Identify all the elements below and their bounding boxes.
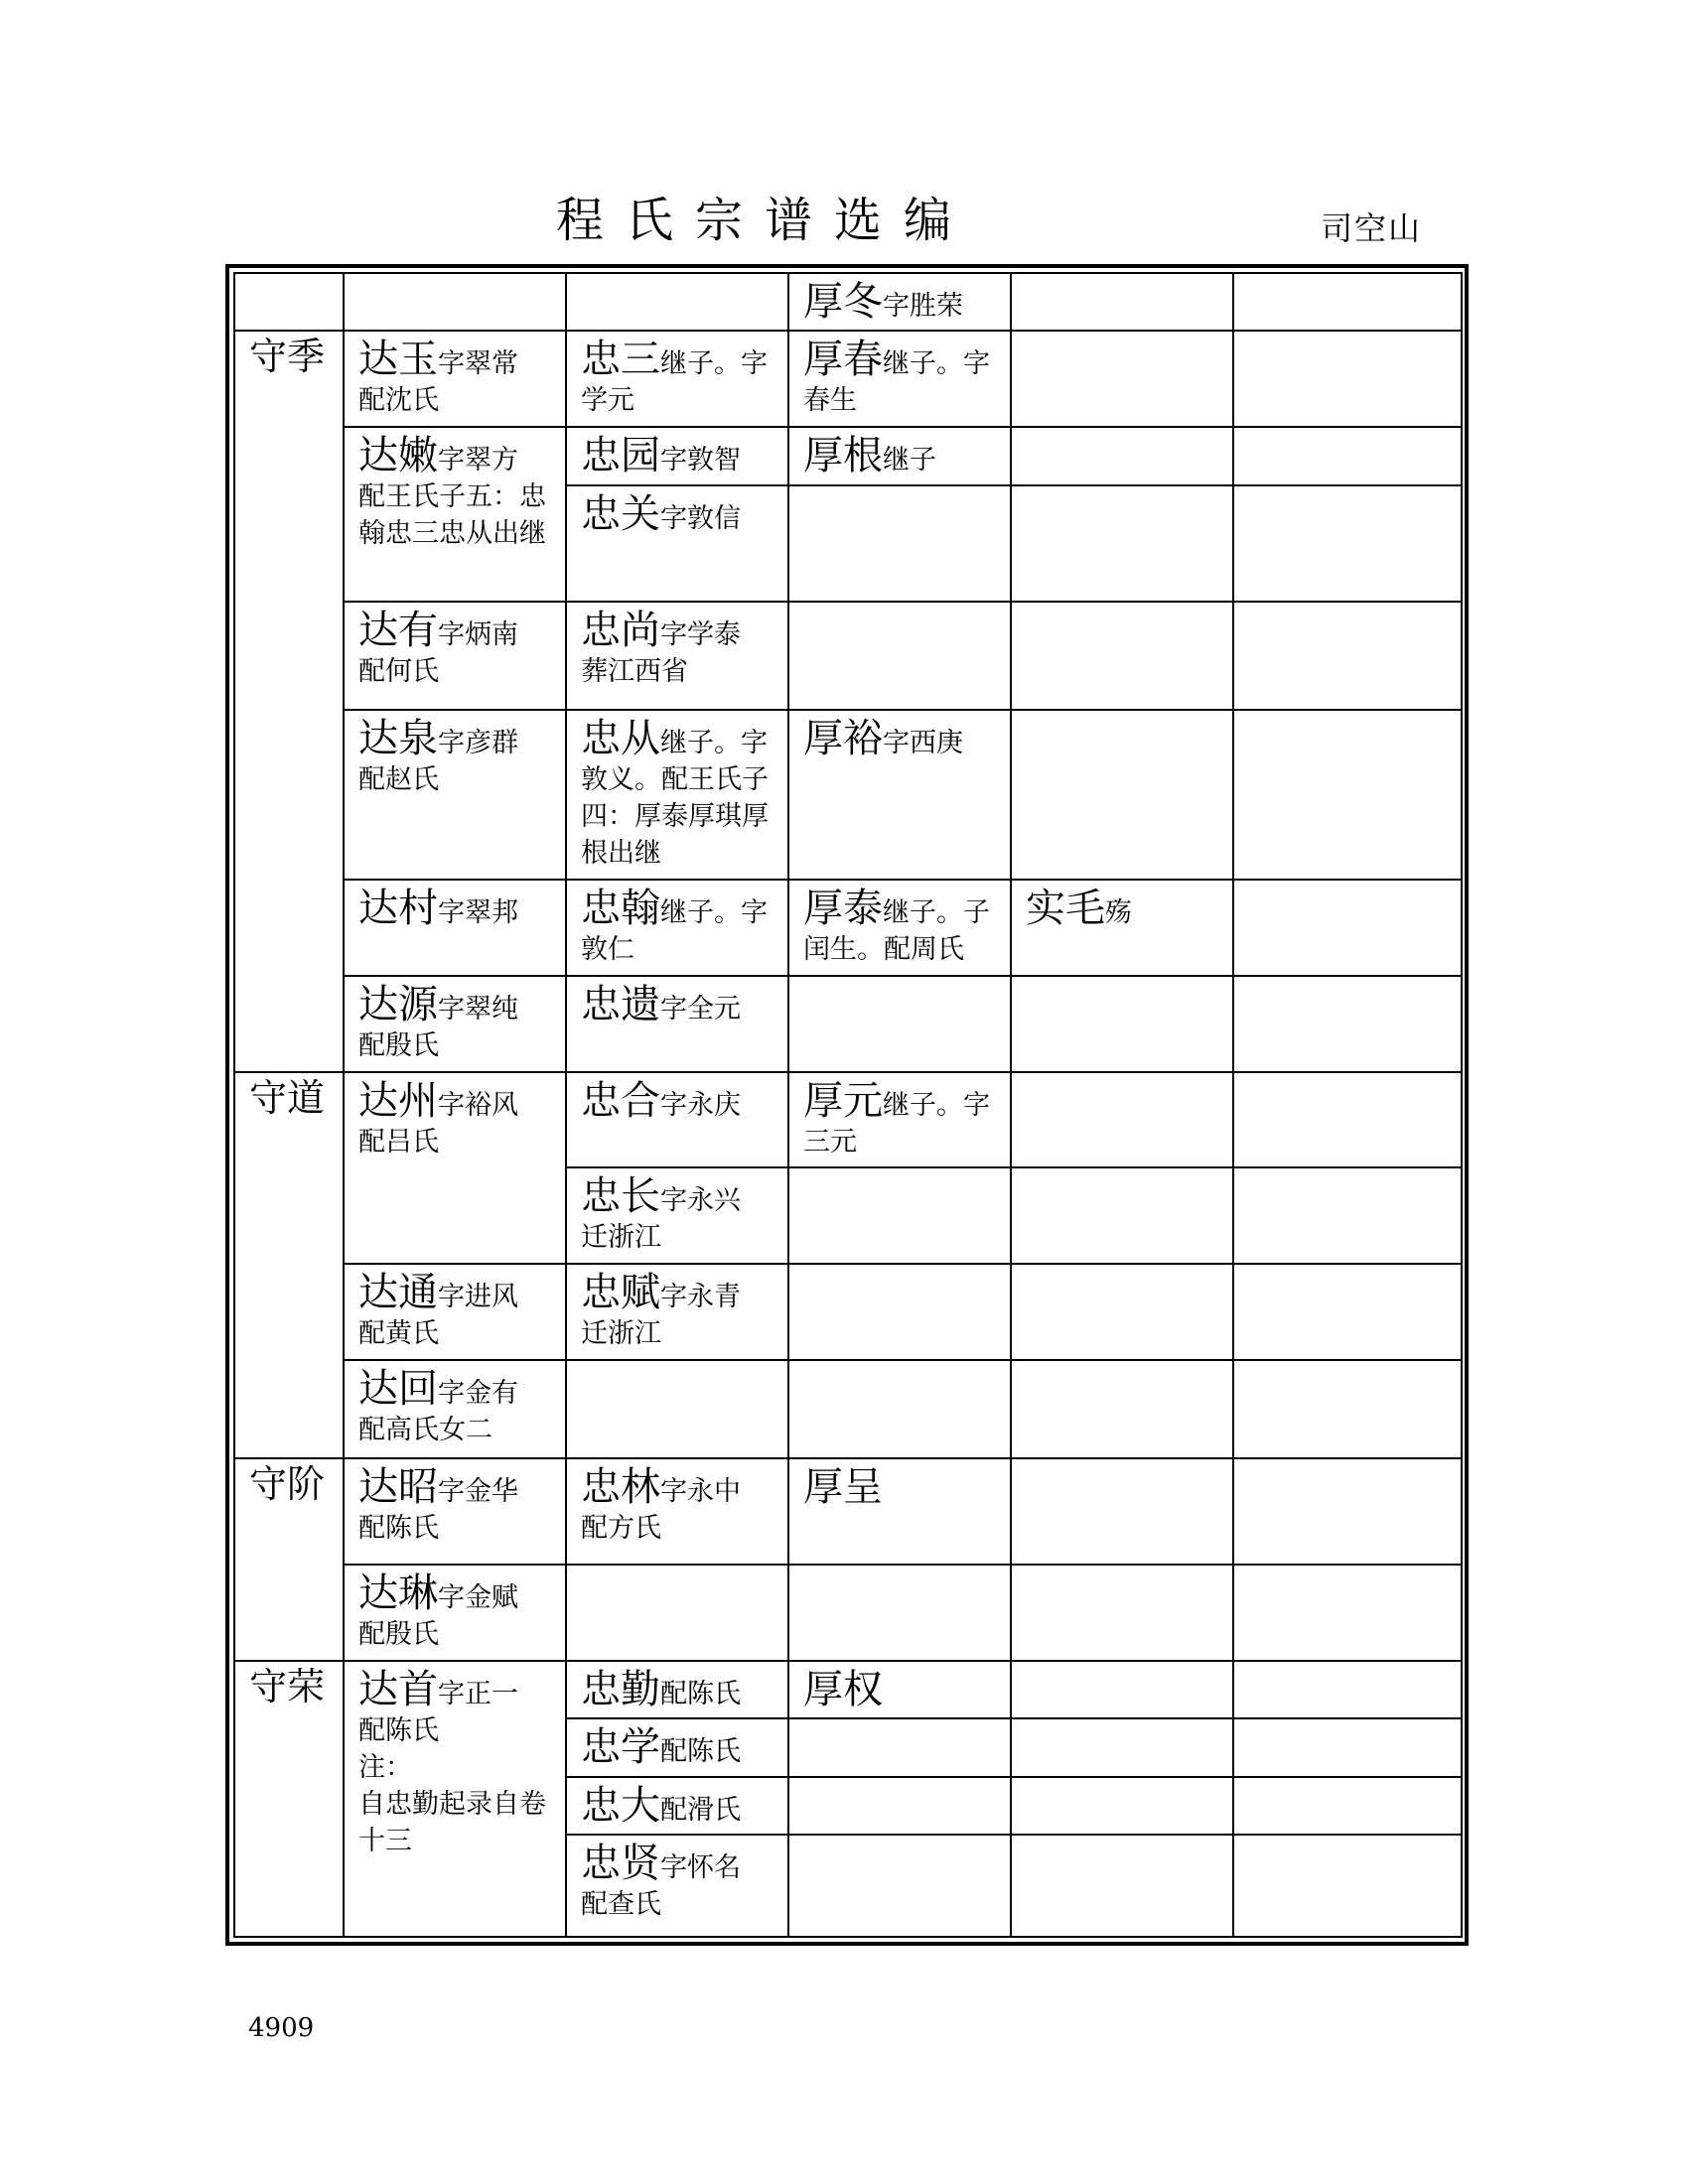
person-detail: 配殷氏: [358, 1618, 439, 1650]
person-name: 达玉: [358, 337, 438, 383]
person-cell: [788, 1072, 1011, 1168]
cell: [1233, 1264, 1462, 1360]
person-cell: [344, 427, 566, 601]
person-note: 字正一: [438, 1678, 518, 1709]
cell: [788, 1565, 1011, 1661]
person-cell: [344, 1360, 566, 1458]
cell: [1011, 1777, 1233, 1835]
person-cell: [788, 331, 1011, 427]
note-text: 自忠勤起录自卷十三: [358, 1788, 546, 1856]
table-row: [234, 710, 1462, 880]
cell: [1011, 1718, 1233, 1776]
person-detail: 配赵氏: [358, 763, 439, 795]
person-cell: [566, 485, 788, 602]
person-note: 字翠纯: [438, 993, 518, 1024]
cell: [1011, 485, 1233, 602]
person-cell: [566, 1835, 788, 1937]
person-name: 厚根: [803, 433, 883, 479]
person-name: 达州: [358, 1077, 438, 1124]
person-note: 字全元: [660, 993, 741, 1024]
person-cell: [566, 331, 788, 427]
table-row: [234, 1264, 1462, 1360]
person-name: 忠园: [581, 433, 660, 479]
cell: [566, 1360, 788, 1458]
person-name: 忠林: [581, 1463, 660, 1510]
person-cell: [788, 710, 1011, 880]
person-name: 忠翰: [581, 886, 660, 932]
generation-cell: 守道: [234, 1072, 344, 1458]
person-note: 字翠方: [438, 445, 518, 477]
person-detail: 配殷氏: [358, 1029, 439, 1061]
person-name: 忠学: [581, 1724, 660, 1771]
person-note: 字进风: [438, 1282, 518, 1313]
person-name: 忠勤: [581, 1666, 660, 1712]
person-note: 字永庆: [660, 1089, 741, 1121]
person-name: 厚春: [803, 337, 883, 383]
person-name: 达通: [358, 1270, 438, 1316]
person-detail: 迁浙江: [581, 1318, 661, 1350]
page-subtitle: 司空山: [1321, 209, 1423, 247]
person-name: 忠遗: [581, 981, 660, 1027]
cell: [1011, 1167, 1233, 1264]
cell: [788, 1360, 1011, 1458]
person-detail: 配高氏女二: [358, 1415, 492, 1446]
person-name: 达昭: [358, 1463, 438, 1510]
person-cell: [344, 1458, 566, 1565]
cell: [1011, 1458, 1233, 1565]
cell: [788, 976, 1011, 1072]
person-name: 忠关: [581, 490, 660, 537]
person-cell: [566, 1072, 788, 1168]
cell: [1233, 1835, 1462, 1937]
generation-cell: 守阶: [234, 1458, 344, 1661]
cell: [1233, 1360, 1462, 1458]
table-row: [234, 1360, 1462, 1458]
person-note: 字永兴: [660, 1185, 741, 1217]
person-note: 字敦智: [660, 445, 741, 477]
person-name: 厚呈: [803, 1463, 883, 1510]
person-note: 字翠邦: [438, 897, 518, 929]
cell: [566, 273, 788, 331]
cell: [1011, 427, 1233, 484]
person-name: 达嫩: [358, 433, 438, 479]
cell: [1233, 485, 1462, 602]
person-note: 配滑氏: [660, 1794, 741, 1826]
person-name: 厚冬: [803, 279, 883, 325]
person-note: 继子。字: [660, 348, 768, 380]
person-detail: 闰生。配周氏: [803, 934, 964, 966]
table-row: [234, 427, 1462, 484]
cell: [1011, 331, 1233, 427]
cell: [344, 273, 566, 331]
cell: [1233, 1661, 1462, 1718]
person-cell: [344, 880, 566, 976]
person-name: 达泉: [358, 715, 438, 761]
person-note: 继子: [883, 445, 936, 477]
person-cell: [566, 710, 788, 880]
cell: [788, 1167, 1011, 1264]
person-cell: [788, 1661, 1011, 1718]
person-cell: [788, 1458, 1011, 1565]
person-detail: 葬江西省: [581, 655, 688, 687]
person-detail: 配王氏子五：忠翰忠三忠从出继: [358, 481, 546, 550]
person-name: 厚元: [803, 1077, 883, 1124]
person-cell: [566, 602, 788, 710]
person-cell: [344, 1565, 566, 1661]
page-title: 程氏宗谱选编: [556, 193, 974, 248]
cell: [1011, 976, 1233, 1072]
person-cell: [788, 273, 1011, 331]
cell: [1233, 273, 1462, 331]
person-note: 字翠常: [438, 348, 518, 380]
cell: [1233, 1072, 1462, 1168]
table-row: [234, 331, 1462, 427]
person-note: 字金有: [438, 1378, 518, 1410]
person-name: 忠三: [581, 337, 660, 383]
cell: [788, 1264, 1011, 1360]
person-note: 继子。字: [660, 897, 768, 929]
generation-cell: 守荣: [234, 1661, 344, 1937]
person-note: 配陈氏: [660, 1678, 741, 1709]
person-note: 字学泰: [660, 618, 741, 650]
person-cell: [566, 976, 788, 1072]
table-row: [234, 1661, 1462, 1718]
generation-cell: [234, 273, 344, 331]
cell: [1011, 602, 1233, 710]
cell: [1233, 1718, 1462, 1776]
table-row: [234, 273, 1462, 331]
person-name: 忠大: [581, 1782, 660, 1829]
person-note: 字敦信: [660, 502, 741, 534]
person-name: 厚权: [803, 1666, 883, 1712]
person-name: 忠贤: [581, 1841, 660, 1886]
person-detail: 敦义。配王氏子四：厚泰厚琪厚根出继: [581, 763, 769, 869]
person-note: 继子。字: [883, 1089, 990, 1121]
person-cell: [344, 1072, 566, 1265]
person-note: 字永青: [660, 1282, 741, 1313]
person-cell: [566, 1264, 788, 1360]
cell: [1233, 427, 1462, 484]
person-detail: 配吕氏: [358, 1126, 439, 1158]
person-cell: [566, 880, 788, 976]
cell: [1233, 880, 1462, 976]
cell: [1011, 273, 1233, 331]
cell: [1011, 710, 1233, 880]
person-cell: [344, 331, 566, 427]
person-note: 字炳南: [438, 618, 518, 650]
cell: [1011, 1835, 1233, 1937]
table-row: [234, 1458, 1462, 1565]
person-name: 忠合: [581, 1077, 660, 1124]
person-cell: [344, 602, 566, 710]
cell: [1233, 331, 1462, 427]
cell: [1233, 710, 1462, 880]
person-detail: 迁浙江: [581, 1222, 661, 1254]
person-note: 字西庚: [883, 727, 963, 758]
person-note: 字永中: [660, 1475, 741, 1507]
person-name: 达村: [358, 886, 438, 932]
cell: [1011, 1565, 1233, 1661]
person-name: 忠赋: [581, 1270, 660, 1316]
person-note: 殇: [1105, 897, 1132, 929]
person-detail: 配何氏: [358, 655, 439, 687]
generation-cell: 守季: [234, 331, 344, 1071]
person-cell: [788, 880, 1011, 976]
cell: [1233, 602, 1462, 710]
genealogy-table: [233, 272, 1463, 1938]
person-name: 忠长: [581, 1173, 660, 1220]
cell: [566, 1565, 788, 1661]
person-note: 继子。子: [883, 897, 990, 929]
person-note: 继子。字: [883, 348, 990, 380]
person-detail: 敦仁: [581, 934, 634, 966]
page-number: 4909: [248, 2013, 315, 2043]
cell: [788, 1718, 1011, 1776]
person-detail: 配沈氏: [358, 385, 439, 417]
cell: [1233, 976, 1462, 1072]
person-cell: [566, 1777, 788, 1835]
person-cell: [344, 1661, 566, 1937]
person-cell: [344, 976, 566, 1072]
table-row: [234, 1072, 1462, 1168]
person-detail: 三元: [803, 1126, 857, 1158]
person-note: 字裕风: [438, 1089, 518, 1121]
person-name: 达首: [358, 1666, 438, 1712]
person-note: 继子。字: [660, 727, 768, 758]
person-cell: [566, 427, 788, 484]
person-detail: 配查氏: [581, 1889, 661, 1920]
cell: [1233, 1777, 1462, 1835]
person-detail: 学元: [581, 385, 634, 417]
cell: [788, 485, 1011, 602]
cell: [1233, 1565, 1462, 1661]
person-cell: [566, 1661, 788, 1718]
table-row: [234, 1565, 1462, 1661]
person-detail: 配陈氏: [358, 1714, 439, 1746]
person-note: 字彦群: [438, 727, 518, 758]
table-row: [234, 602, 1462, 710]
person-name: 达琳: [358, 1570, 438, 1616]
person-note: 字胜荣: [883, 291, 963, 322]
cell: [1011, 1661, 1233, 1718]
person-detail: 配黄氏: [358, 1318, 439, 1350]
person-note: 字金赋: [438, 1581, 518, 1613]
person-name: 达回: [358, 1366, 438, 1413]
person-cell: [566, 1458, 788, 1565]
person-name: 厚泰: [803, 886, 883, 932]
table-row: [234, 976, 1462, 1072]
person-name: 厚裕: [803, 715, 883, 761]
person-cell: [344, 710, 566, 880]
person-cell: [566, 1718, 788, 1776]
person-name: 达源: [358, 981, 438, 1027]
person-name: 达有: [358, 607, 438, 653]
note-label: 注：: [358, 1751, 412, 1783]
table-row: [234, 880, 1462, 976]
cell: [788, 1777, 1011, 1835]
person-name: 实毛: [1026, 886, 1105, 932]
person-cell: [566, 1167, 788, 1264]
person-cell: [1011, 880, 1233, 976]
cell: [1011, 1264, 1233, 1360]
person-note: 配陈氏: [660, 1736, 741, 1768]
cell: [1011, 1360, 1233, 1458]
cell: [788, 602, 1011, 710]
cell: [1233, 1458, 1462, 1565]
person-note: 字怀名: [660, 1852, 741, 1883]
person-detail: 配陈氏: [358, 1512, 439, 1544]
person-detail: 配方氏: [581, 1512, 661, 1544]
person-cell: [788, 427, 1011, 484]
person-note: 字金华: [438, 1475, 518, 1507]
person-cell: [344, 1264, 566, 1360]
cell: [1233, 1167, 1462, 1264]
cell: [788, 1835, 1011, 1937]
person-detail: 春生: [803, 385, 857, 417]
person-name: 忠尚: [581, 607, 660, 653]
cell: [1011, 1072, 1233, 1168]
person-name: 忠从: [581, 715, 660, 761]
